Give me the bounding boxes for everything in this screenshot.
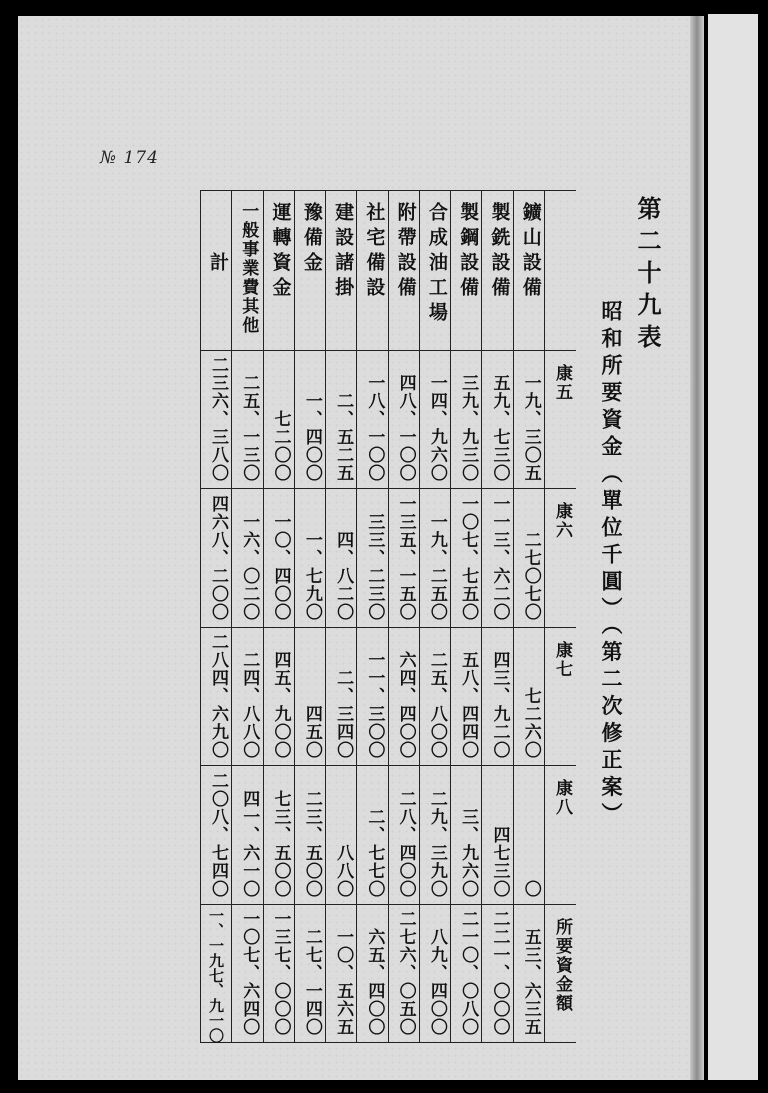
value-cell: 一六、〇二〇 — [239, 512, 260, 621]
column-separator — [325, 190, 326, 1042]
row-label: 製鋼設備 — [457, 202, 480, 302]
table-title: 第二十九表 — [633, 196, 662, 356]
value-cell: 四七三〇 — [489, 825, 510, 898]
value-cell: 一八、一〇〇 — [364, 374, 385, 483]
value-cell: 二、七七〇 — [364, 807, 385, 898]
funding-table — [200, 190, 576, 1042]
adjacent-page-edge — [708, 14, 758, 1080]
row-label: 計 — [207, 252, 229, 277]
value-cell: 〇 — [520, 879, 541, 898]
row-label: 建設諸掛 — [332, 202, 355, 302]
value-cell: 一〇、四〇〇 — [270, 512, 291, 621]
column-separator — [356, 190, 357, 1042]
value-cell: 六四、四〇〇 — [395, 651, 416, 760]
value-cell: 二三六、三八〇 — [208, 356, 228, 483]
value-cell: 二四、八八〇 — [239, 651, 260, 760]
value-cell: 一、四〇〇 — [301, 392, 322, 483]
value-cell: 七二〇〇 — [270, 410, 291, 483]
value-cell: 六五、四〇〇 — [364, 928, 385, 1036]
value-cell: 二七、一四〇 — [301, 928, 322, 1036]
value-cell: 一〇七、六四〇 — [239, 910, 260, 1036]
value-cell: 四三、九二〇 — [489, 651, 510, 760]
row-label: 社宅備設 — [363, 202, 386, 302]
table-left-border — [200, 190, 201, 1042]
row-label: 製銑設備 — [488, 202, 511, 302]
value-cell: 一九、二五〇 — [426, 512, 447, 621]
period-header: 康七 — [552, 640, 572, 679]
value-cell: 七三、五〇〇 — [270, 789, 291, 898]
document-number-stamp: № 174 — [100, 148, 159, 168]
value-cell: 三、九六〇 — [458, 807, 479, 898]
value-cell: 五八、四四〇 — [458, 651, 479, 760]
value-cell: 三三、二三〇 — [364, 512, 385, 621]
value-cell: 一、七九〇 — [301, 530, 322, 621]
page-fold — [690, 16, 704, 1080]
table-subtitle: 昭和所要資金（單位千圓）（第二次修正案） — [599, 300, 624, 830]
value-cell: 四五、九〇〇 — [270, 651, 291, 760]
row-label: 運轉資金 — [269, 202, 292, 302]
value-cell: 二、三四〇 — [333, 669, 354, 760]
value-cell: 二一〇、〇八〇 — [458, 910, 479, 1036]
value-cell: 一一三、六二〇 — [489, 494, 510, 621]
value-cell: 二七六、〇五〇 — [395, 910, 416, 1036]
value-cell: 八八〇 — [333, 843, 354, 898]
row-label: 一般事業費其他 — [238, 202, 259, 335]
period-header: 所要資金額 — [552, 917, 572, 1013]
value-cell: 二五、八〇〇 — [426, 651, 447, 760]
value-cell: 四、八二〇 — [333, 530, 354, 621]
value-cell: 一〇、五六五 — [333, 928, 354, 1036]
column-separator — [513, 190, 514, 1042]
value-cell: 二〇八、七四〇 — [208, 771, 228, 898]
value-cell: 一三七、〇〇〇 — [270, 910, 291, 1036]
value-cell: 二三、五〇〇 — [301, 789, 322, 898]
value-cell: 四五〇 — [301, 705, 322, 760]
period-header: 康八 — [552, 779, 572, 818]
value-cell: 一三五、一五〇 — [395, 494, 416, 621]
value-cell: 五三、六三五 — [520, 928, 541, 1036]
value-cell: 二九、三九〇 — [426, 789, 447, 898]
value-cell: 八九、四〇〇 — [426, 928, 447, 1036]
period-header: 康五 — [552, 364, 572, 402]
value-cell: 五九、七三〇 — [489, 374, 510, 483]
value-cell: 一〇七、七五〇 — [458, 494, 479, 621]
column-separator — [231, 190, 232, 1042]
value-cell: 七二六〇 — [520, 687, 541, 760]
value-cell: 四六八、二〇〇 — [208, 494, 228, 621]
value-cell: 二二一、〇〇〇 — [489, 910, 510, 1036]
value-cell: 三九、九三〇 — [458, 374, 479, 483]
row-label: 豫備金 — [300, 202, 323, 277]
value-cell: 二七〇七〇 — [520, 530, 541, 621]
value-cell: 一、一九七、九一〇 — [207, 907, 225, 1043]
value-cell: 二八、四〇〇 — [395, 789, 416, 898]
column-separator — [419, 190, 420, 1042]
value-cell: 二五、一三〇 — [239, 374, 260, 483]
value-cell: 二、五二五 — [333, 392, 354, 483]
row-label: 附帶設備 — [394, 202, 417, 302]
period-header: 康六 — [552, 502, 572, 541]
column-separator — [294, 190, 295, 1042]
value-cell: 一一、三〇〇 — [364, 651, 385, 760]
value-cell: 四八、一〇〇 — [395, 374, 416, 483]
value-cell: 一四、九六〇 — [426, 374, 447, 483]
row-label: 合成油工場 — [425, 202, 448, 327]
column-separator — [388, 190, 389, 1042]
table-bottom-border — [200, 1042, 576, 1043]
header-column-border — [544, 190, 545, 1042]
column-separator — [481, 190, 482, 1042]
row-label: 鑛山設備 — [519, 202, 542, 302]
column-separator — [263, 190, 264, 1042]
value-cell: 四一、六一〇 — [239, 789, 260, 898]
value-cell: 二八四、六九〇 — [208, 633, 228, 760]
value-cell: 一九、三〇五 — [520, 374, 541, 483]
